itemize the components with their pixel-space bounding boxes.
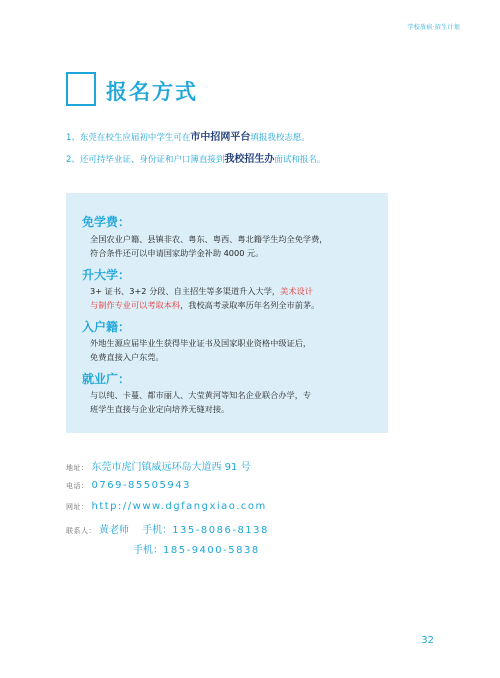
phone-row bbox=[66, 480, 191, 491]
mobile-label-1: 手机： bbox=[142, 525, 173, 536]
contact-person-row bbox=[66, 521, 269, 536]
university-line-2 bbox=[90, 299, 376, 313]
jobs-line-1: 与以纯、卡蔓、都市丽人、大莹黄河等知名企业联合办学，专 bbox=[90, 390, 312, 400]
note-1-highlight: 市中招网平台 bbox=[190, 132, 251, 143]
university-body bbox=[90, 285, 376, 312]
phone-value: 0769-85505943 bbox=[91, 480, 191, 491]
university-title: 升大学： bbox=[82, 268, 131, 282]
note-2-highlight: 我校招生办 bbox=[224, 154, 275, 165]
mobile-number-2: 185-9400-5838 bbox=[163, 545, 260, 556]
website-label: 网址： bbox=[66, 503, 89, 511]
benefits-panel bbox=[66, 193, 388, 433]
title-square-icon bbox=[66, 72, 96, 106]
hukou-title: 入户籍： bbox=[82, 320, 131, 334]
free-tuition-body bbox=[90, 233, 376, 260]
free-tuition-title: 免学费： bbox=[82, 215, 131, 229]
jobs-body bbox=[90, 389, 376, 416]
university-line-2-red: 与制作专业可以考取本科 bbox=[90, 299, 181, 310]
hukou-body bbox=[90, 337, 376, 364]
note-2-suffix: 面试和报名。 bbox=[274, 155, 326, 165]
hukou-line-2: 免费直接入户东莞。 bbox=[90, 351, 164, 362]
contact-person-label: 联系人： bbox=[66, 527, 96, 535]
free-tuition-line-1: 全国农业户籍、县镇非农、粤东、粤西、粤北籍学生均全免学费， bbox=[90, 234, 328, 244]
website-link[interactable]: http://www.dgfangxiao.com bbox=[91, 501, 267, 512]
address-value: 东莞市虎门镇威远环岛大道西 91 号 bbox=[91, 462, 251, 473]
header-tag: 学校放宿·招生计划 bbox=[407, 24, 460, 31]
phone-label: 电话： bbox=[66, 482, 89, 490]
university-line-2-text: ，我校高考录取率历年名列全市前茅。 bbox=[180, 299, 320, 310]
mobile-label-2: 手机： bbox=[133, 545, 163, 556]
note-1-prefix: 1、东莞在校生应届初中学生可在 bbox=[66, 133, 191, 143]
note-1-suffix: 填报我校志愿。 bbox=[250, 133, 310, 143]
university-line-1-text: 3+ 证书、3+2 分段、自主招生等多渠道升入大学， bbox=[90, 286, 281, 296]
note-1 bbox=[66, 128, 310, 143]
jobs-line-2: 班学生直接与企业定向培养无缝对接。 bbox=[90, 403, 230, 414]
note-2 bbox=[66, 150, 325, 165]
free-tuition-line-2: 符合条件还可以申请国家助学金补助 4000 元。 bbox=[90, 247, 264, 258]
university-line-1-red: 美术设计 bbox=[280, 286, 313, 296]
hukou-line-1: 外地生源应届毕业生获得毕业证书及国家职业资格中级证后， bbox=[90, 338, 312, 348]
mobile-number-1: 135-8086-8138 bbox=[172, 525, 269, 536]
address-row bbox=[66, 458, 251, 473]
university-line-1 bbox=[90, 285, 376, 299]
mobile-row-2 bbox=[133, 541, 260, 556]
jobs-title: 就业广： bbox=[82, 372, 131, 386]
address-label: 地址： bbox=[66, 464, 89, 472]
contact-person-name: 黄老师 bbox=[99, 525, 129, 536]
page-title: 报名方式 bbox=[106, 80, 198, 104]
website-row bbox=[66, 501, 267, 512]
page-number: 32 bbox=[421, 635, 434, 646]
note-2-prefix: 2、还可持毕业证、身份证和户口簿直接到 bbox=[66, 155, 225, 165]
